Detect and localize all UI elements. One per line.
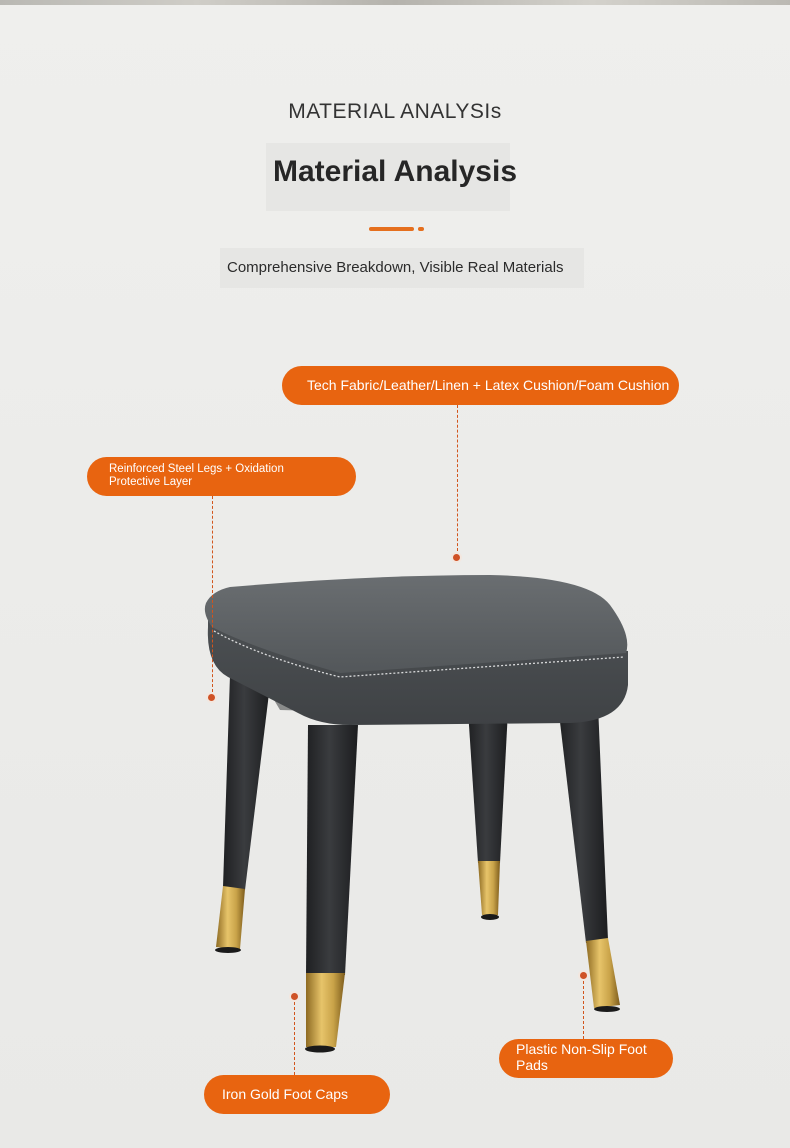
top-decorative-strip [0, 0, 790, 5]
callout-steel-leader [212, 496, 213, 692]
accent-underline [369, 227, 414, 231]
callout-gold-caps-dot [289, 991, 300, 1002]
callout-fabric-dot [451, 552, 462, 563]
front-leg-center [305, 725, 358, 1053]
eyebrow-heading: MATERIAL ANALYSIs [288, 100, 502, 123]
page-subtitle: Comprehensive Breakdown, Visible Real Materials [227, 259, 564, 276]
back-leg-right [468, 710, 508, 920]
callout-foot-text-1: Plastic Non-Slip Foot [516, 1041, 647, 1057]
callout-foot-pads [499, 1039, 673, 1078]
stool-illustration [190, 565, 650, 1065]
callout-steel-legs [87, 457, 356, 496]
callout-gold-text: Iron Gold Foot Caps [222, 1086, 349, 1102]
callout-gold-caps [204, 1075, 390, 1114]
callout-gold-caps-leader [294, 1002, 295, 1075]
callout-fabric-leader [457, 405, 458, 551]
callout-foot-pads-dot [578, 970, 589, 981]
callout-foot-text-2: Pads [516, 1057, 548, 1073]
callout-steel-text-1: Reinforced Steel Legs + Oxidation [109, 463, 284, 475]
front-leg-right [558, 705, 620, 1012]
accent-underline-dot [418, 227, 424, 231]
callout-steel-text-2: Protective Layer [109, 476, 193, 488]
page-title: Material Analysis [273, 155, 517, 188]
front-leg-left [215, 675, 270, 953]
callout-steel-dot [206, 692, 217, 703]
callout-fabric [282, 366, 679, 405]
callout-fabric-text: Tech Fabric/Leather/Linen + Latex Cushion/Foam Cushion [307, 377, 670, 393]
callout-foot-pads-leader [583, 981, 584, 1039]
